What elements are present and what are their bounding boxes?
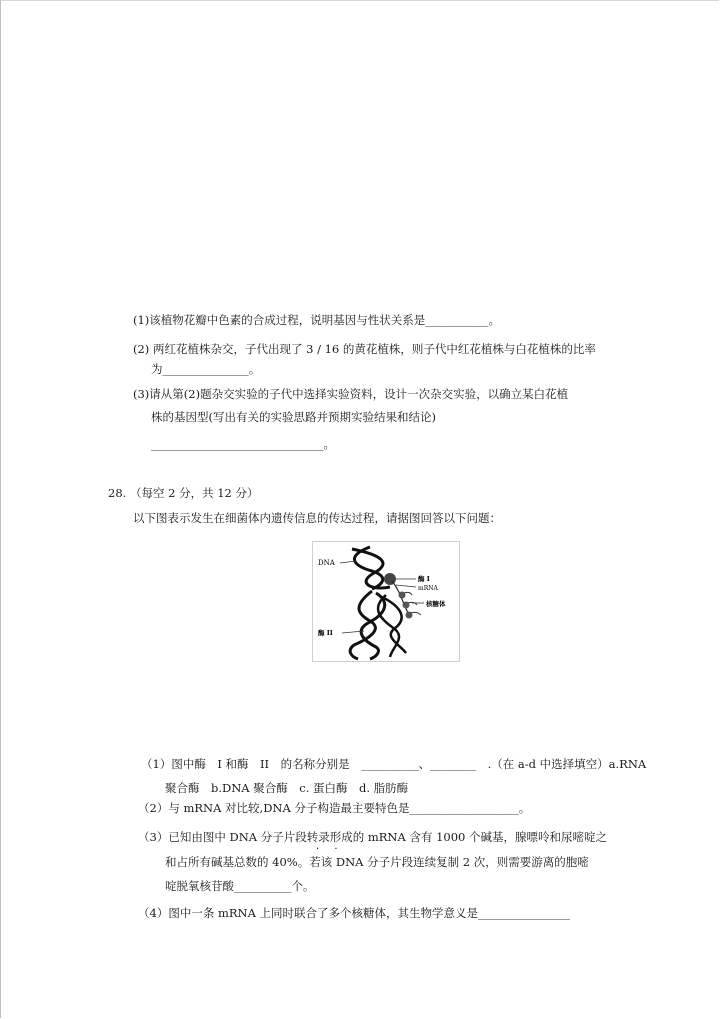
q28-sub3-line2: 和占所有碱基总数的 40%。若该 DNA 分子片段连续复制 2 次，则需要游离的胞嘧 <box>165 855 589 869</box>
q28-sub3-line1: （3）已知由图中 DNA 分子片段转录形成的 mRNA 含有 1000 个碱基，腺嘌呤和尿嘧啶之 <box>138 830 608 844</box>
q28-sub1-line1: （1）图中酶 I 和酶 II 的名称分别是 __________、________ .（在 a-d 中选择填空）a.RNA <box>141 757 647 771</box>
q27-sub3-line2: 株的基因型(写出有关的实验思路并预期实验结果和结论) <box>151 410 436 424</box>
label-dna: DNA <box>318 559 335 567</box>
q28-sub3-line3: 啶脱氧核苷酸__________个。 <box>165 879 315 893</box>
label-enzyme2: 酶 II <box>318 629 333 637</box>
label-mrna: mRNA <box>418 585 438 592</box>
q28-sub1-line2: 聚合酶 b.DNA 聚合酶 c. 蛋白酶 d. 脂肪酶 <box>165 781 409 795</box>
q27-sub2-line1: (2) 两红花植株杂交，子代出现了 3 / 16 的黄花植株，则子代中红花植株与白花植株的比率 <box>133 342 596 356</box>
emphasis-dots: · · <box>316 844 344 855</box>
q28-sub2: （2）与 mRNA 对比较,DNA 分子构造最主要特色是___________________。 <box>138 801 531 815</box>
q28-intro: 以下图表示发生在细菌体内遗传信息的传达过程，请据图回答以下问题： <box>133 511 501 525</box>
label-ribosome: 核糖体 <box>426 600 446 608</box>
q28-header: 28. （每空 2 分，共 12 分） <box>108 486 259 500</box>
q27-sub3-line1: (3)请从第(2)题杂交实验的子代中选择实验资料，设计一次杂交实验，以确立某白花植 <box>133 387 569 401</box>
q28-sub4: （4）图中一条 mRNA 上同时联合了多个核糖体，其生物学意义是________________ <box>138 906 571 920</box>
q27-sub2-line2: 为_______________。 <box>151 362 261 376</box>
q27-sub1: (1)该植物花瓣中色素的合成过程，说明基因与性状关系是___________。 <box>133 313 501 327</box>
q27-sub3-line3: ______________________________。 <box>151 437 335 451</box>
transcription-figure <box>312 541 460 662</box>
label-enzyme1: 酶 I <box>418 575 430 583</box>
